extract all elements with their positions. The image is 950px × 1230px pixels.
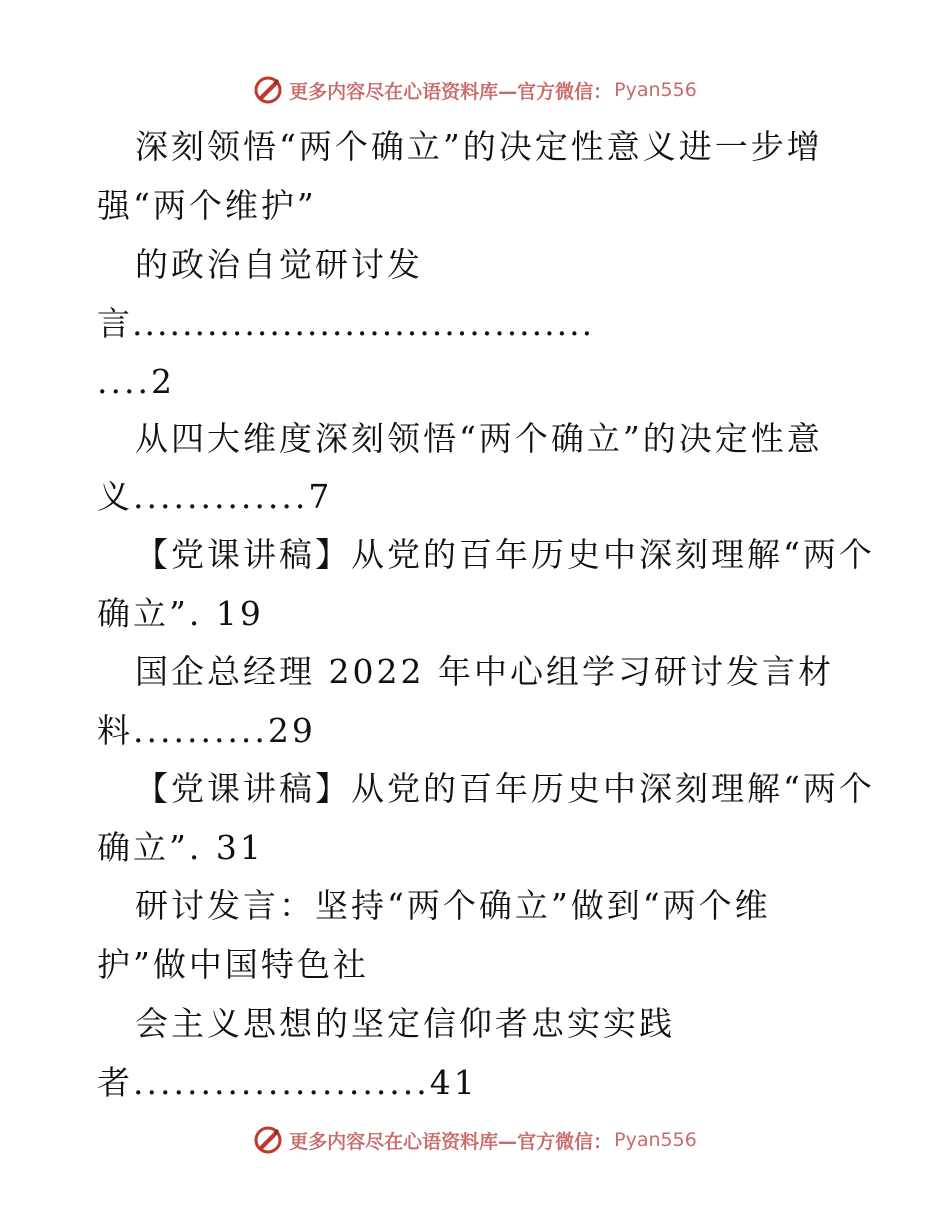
- banner-wechat-id: Pyan556: [614, 79, 697, 101]
- footer-watermark-banner: [0, 1120, 950, 1160]
- toc-line: 从四大维度深刻领悟“两个确立”的决定性意: [135, 419, 823, 458]
- toc-line: 会主义思想的坚定信仰者忠实实践: [135, 1004, 675, 1043]
- toc-line: 料..........29: [97, 711, 316, 750]
- toc-line: 确立”. 19: [97, 594, 264, 633]
- toc-line: 义.............7: [97, 477, 333, 516]
- toc-line: 深刻领悟“两个确立”的决定性意义进一步增: [135, 127, 823, 166]
- toc-line: 【党课讲稿】从党的百年历史中深刻理解“两个: [135, 535, 875, 574]
- banner-text: 更多内容尽在心语资料库—官方微信：: [289, 80, 613, 103]
- toc-line: 确立”. 31: [97, 828, 264, 867]
- toc-line: 者......................41: [97, 1063, 478, 1102]
- toc-line: 的政治自觉研讨发: [135, 245, 423, 284]
- toc-line: 强“两个维护”: [97, 186, 317, 225]
- toc-line: ....2: [97, 362, 175, 401]
- pen-logo-icon: [253, 1125, 283, 1155]
- toc-line: 【党课讲稿】从党的百年历史中深刻理解“两个: [135, 769, 875, 808]
- banner-text: 更多内容尽在心语资料库—官方微信：: [289, 1130, 613, 1153]
- banner-wechat-id: Pyan556: [614, 1129, 697, 1151]
- toc-line: 护”做中国特色社: [97, 945, 369, 984]
- toc-line: 言.....................................: [97, 304, 595, 343]
- toc-line: 研讨发言：坚持“两个确立”做到“两个维: [135, 886, 771, 925]
- toc-line: 国企总经理 2022 年中心组学习研讨发言材: [135, 652, 834, 691]
